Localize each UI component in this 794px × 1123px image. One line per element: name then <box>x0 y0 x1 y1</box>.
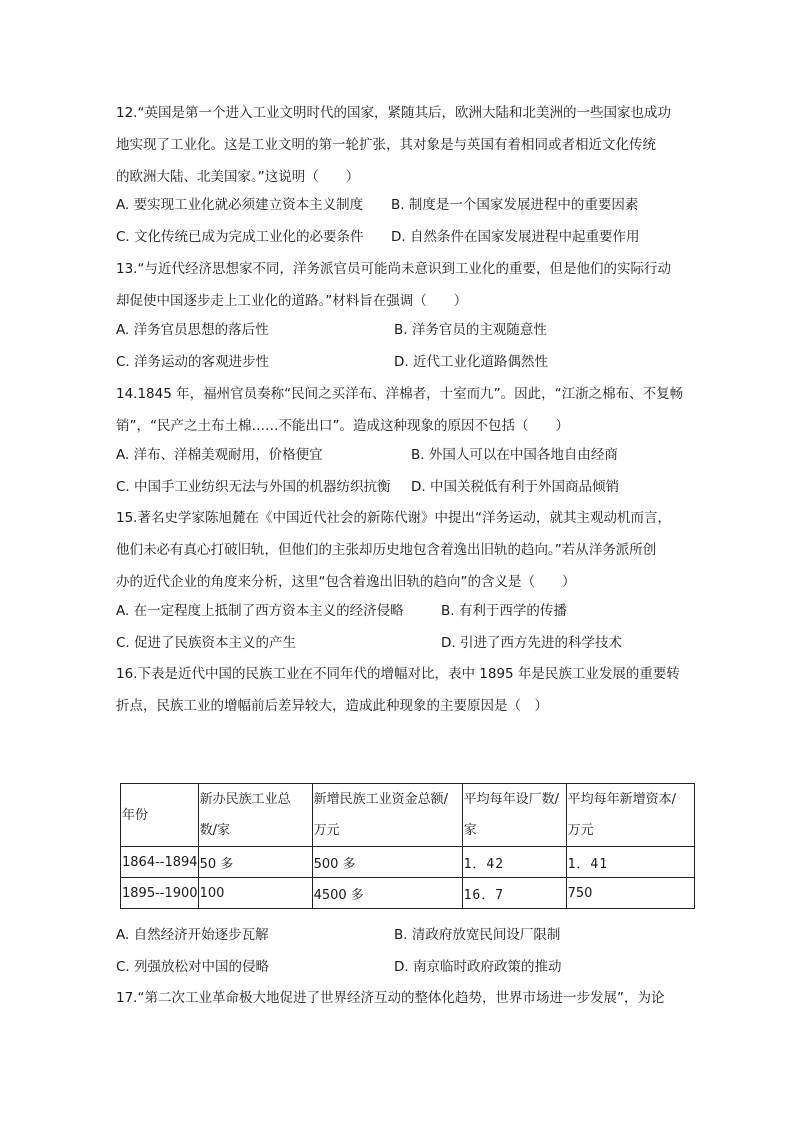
table-header-cell <box>462 784 566 847</box>
table-cell: 1895--1900 <box>121 878 199 909</box>
question-13-stem <box>116 253 684 317</box>
header-avg-factories-line1: 平均每年设厂数/ <box>463 792 559 807</box>
question-13-line: 13.“与近代经济思想家不同，洋务派官员可能尚未意识到工业化的重要，但是他们的实际行动 <box>116 261 671 277</box>
question-12-options <box>116 189 684 253</box>
question-15-line: 办的近代企业的角度来分析，这里“包含着逸出旧轨的趋向”的含义是（ ） <box>116 574 576 590</box>
option-b[interactable]: B. 外国人可以在中国各地自由经商 <box>411 447 618 463</box>
option-d[interactable]: D. 近代工业化道路偶然性 <box>394 354 548 370</box>
header-avg-capital-line1: 平均每年新增资本/ <box>567 792 676 807</box>
table-cell: 750 <box>566 878 694 909</box>
header-new-capital-line2: 万元 <box>313 823 340 838</box>
question-12-line: 的欧洲大陆、北美国家。”这说明（ ） <box>116 169 360 185</box>
question-16-line: 折点，民族工业的增幅前后差异较大，造成此种现象的主要原因是（ ） <box>116 698 548 714</box>
question-12-stem <box>116 97 684 193</box>
table-cell: 4500 多 <box>312 878 462 909</box>
table-header-row <box>121 784 695 847</box>
question-15-stem <box>116 502 684 598</box>
option-b[interactable]: B. 制度是一个国家发展进程中的重要因素 <box>391 197 639 213</box>
option-a[interactable]: A. 洋务官员思想的落后性 <box>116 322 269 338</box>
table-cell: 1．42 <box>462 847 566 878</box>
question-16-stem <box>116 658 684 722</box>
option-b[interactable]: B. 有利于西学的传播 <box>441 603 567 619</box>
question-13-options <box>116 314 684 378</box>
option-d[interactable]: D. 自然条件在国家发展进程中起重要作用 <box>391 229 640 245</box>
table-cell: 16．7 <box>462 878 566 909</box>
table-cell: 50 多 <box>198 847 312 878</box>
question-15-line: 他们未必有真心打破旧轨，但他们的主张却历史地包含着逸出旧轨的趋向。”若从洋务派所创 <box>116 542 657 558</box>
header-avg-factories-line2: 家 <box>463 823 477 838</box>
option-c[interactable]: C. 列强放松对中国的侵略 <box>116 959 270 975</box>
question-14-stem <box>116 378 684 442</box>
option-a[interactable]: A. 要实现工业化就必须建立资本主义制度 <box>116 197 364 213</box>
question-16-options <box>116 919 684 983</box>
header-avg-capital-line2: 万元 <box>567 823 594 838</box>
option-d[interactable]: D. 中国关税低有利于外国商品倾销 <box>411 479 619 495</box>
header-year: 年份 <box>122 807 149 823</box>
option-a[interactable]: A. 洋布、洋棉美观耐用，价格便宜 <box>116 447 323 463</box>
option-b[interactable]: B. 清政府放宽民间设厂限制 <box>394 927 561 943</box>
header-new-factories-line1: 新办民族工业总 <box>199 792 291 807</box>
option-c[interactable]: C. 文化传统已成为完成工业化的必要条件 <box>116 229 364 245</box>
table-cell: 1．41 <box>566 847 694 878</box>
option-a[interactable]: A. 在一定程度上抵制了西方资本主义的经济侵略 <box>116 603 404 619</box>
question-17-line: 17.“第二次工业革命极大地促进了世界经济互动的整体化趋势，世界市场进一步发展”，为论 <box>116 990 665 1006</box>
question-12-line: 地实现了工业化。这是工业文明的第一轮扩张，其对象是与英国有着相同或者相近文化传统 <box>116 137 656 153</box>
option-a[interactable]: A. 自然经济开始逐步瓦解 <box>116 927 269 943</box>
header-new-factories-line2: 数/家 <box>199 823 230 838</box>
table-header-cell <box>121 784 199 847</box>
question-14-options <box>116 439 684 503</box>
industry-growth-table <box>120 783 695 909</box>
table-cell: 500 多 <box>312 847 462 878</box>
option-c[interactable]: C. 洋务运动的客观进步性 <box>116 354 270 370</box>
question-16-line: 16.下表是近代中国的民族工业在不同年代的增幅对比，表中 1895 年是民族工业发展的重要转 <box>116 666 680 682</box>
question-14-line: 14.1845 年，福州官员奏称“民间之买洋布、洋棉者，十室而九”。因此，“江浙之棉布、不复畅 <box>116 386 684 402</box>
table-cell: 100 <box>198 878 312 909</box>
table-header-cell <box>198 784 312 847</box>
question-14-line: 销”，“民产之土布土棉……不能出口”。造成这种现象的原因不包括（ ） <box>116 418 569 434</box>
option-d[interactable]: D. 南京临时政府政策的推动 <box>394 959 562 975</box>
table-row <box>121 878 695 909</box>
option-b[interactable]: B. 洋务官员的主观随意性 <box>394 322 547 338</box>
table-header-cell <box>566 784 694 847</box>
table-cell: 1864--1894 <box>121 847 199 878</box>
question-15-options <box>116 595 684 659</box>
table-header-cell <box>312 784 462 847</box>
question-17-stem <box>116 982 684 1014</box>
header-new-capital-line1: 新增民族工业资金总额/ <box>313 792 448 807</box>
question-15-line: 15.著名史学家陈旭麓在《中国近代社会的新陈代谢》中提出“洋务运动，就其主观动机而言， <box>116 510 671 526</box>
option-c[interactable]: C. 中国手工业纺织无法与外国的机器纺织抗衡 <box>116 479 391 495</box>
table-row <box>121 847 695 878</box>
option-c[interactable]: C. 促进了民族资本主义的产生 <box>116 635 297 651</box>
option-d[interactable]: D. 引进了西方先进的科学技术 <box>441 635 622 651</box>
question-13-line: 却促使中国逐步走上工业化的道路。”材料旨在强调（ ） <box>116 293 468 309</box>
question-12-line: 12.“英国是第一个进入工业文明时代的国家，紧随其后，欧洲大陆和北美洲的一些国家也成功 <box>116 105 671 121</box>
